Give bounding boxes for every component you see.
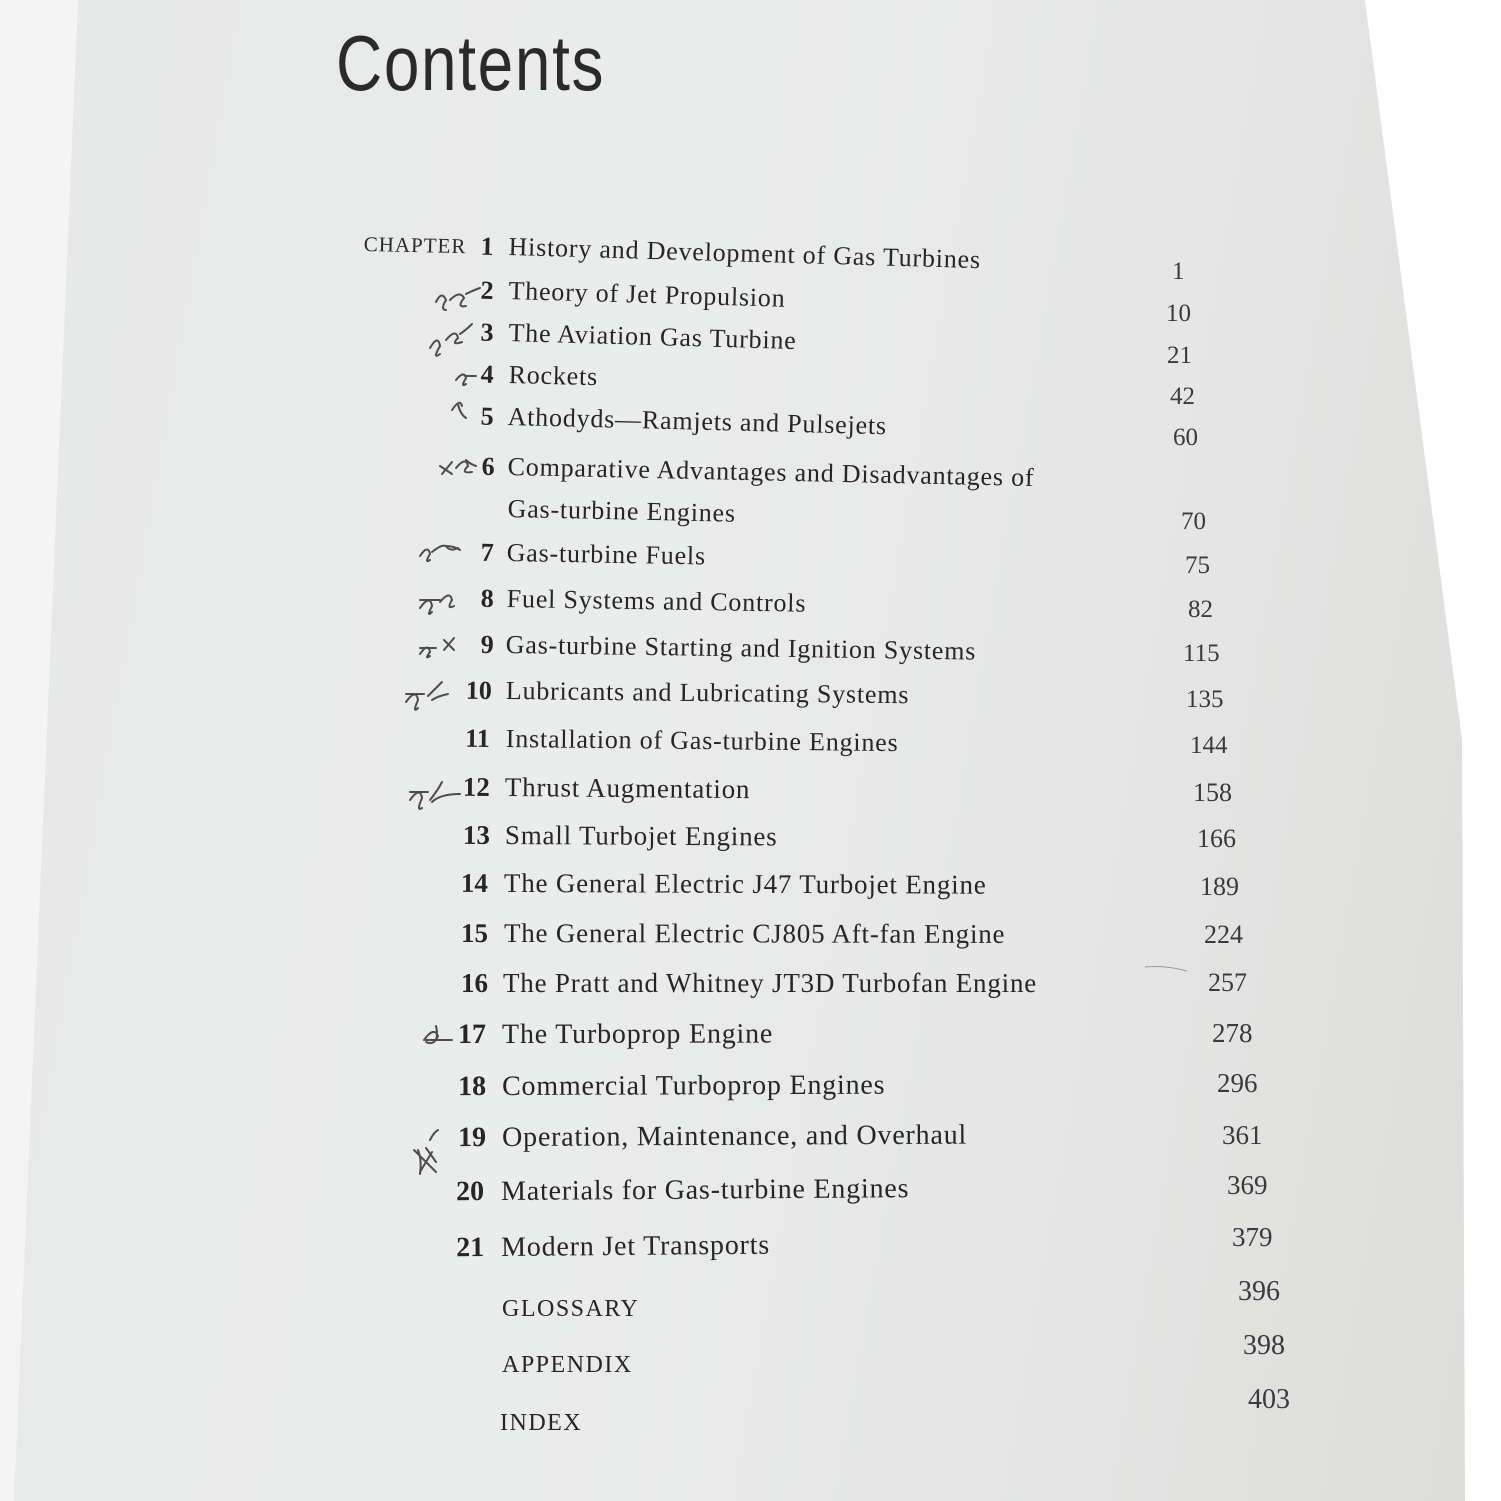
- chapter-number: 12: [462, 771, 490, 802]
- chapter-title: The Turboprop Engine: [502, 1018, 774, 1050]
- pencil-mark-ch4: [456, 374, 476, 385]
- pencil-mark-ch6: [440, 460, 476, 474]
- pencil-mark-ch8: [420, 595, 454, 614]
- chapter-number: 17: [458, 1019, 487, 1051]
- chapter-number: 8: [480, 583, 494, 613]
- chapter-number: 6: [481, 451, 495, 481]
- page-title: Contents: [336, 19, 606, 107]
- back-matter-page: 396: [1238, 1276, 1280, 1307]
- chapter-title: Gas-turbine Fuels: [506, 538, 707, 571]
- page-number: 369: [1227, 1170, 1268, 1200]
- page-number: 379: [1232, 1222, 1273, 1252]
- chapter-title: Modern Jet Transports: [501, 1229, 771, 1263]
- chapter-number: 10: [465, 675, 492, 705]
- chapter-number: 19: [458, 1122, 487, 1154]
- chapter-number: 11: [465, 723, 490, 753]
- chapter-number: 15: [460, 917, 488, 948]
- pencil-mark-ch19: [414, 1130, 438, 1174]
- chapter-title: The Pratt and Whitney JT3D Turbofan Engine: [503, 968, 1038, 998]
- chapter-title: History and Development of Gas Turbines: [508, 232, 982, 275]
- back-matter-page: 398: [1243, 1330, 1285, 1361]
- chapter-number: 20: [456, 1176, 485, 1208]
- back-matter-page: 403: [1248, 1384, 1290, 1415]
- page-number: 70: [1181, 508, 1206, 535]
- page-number: 115: [1183, 640, 1220, 667]
- chapter-number: 3: [480, 317, 494, 347]
- pencil-mark-ch17: [424, 1026, 452, 1043]
- back-matter-title: INDEX: [500, 1410, 583, 1436]
- chapter-title: The General Electric CJ805 Aft-fan Engine: [503, 918, 1006, 949]
- chapter-title: Rockets: [508, 360, 599, 392]
- back-matter-title: APPENDIX: [502, 1352, 633, 1378]
- page-number: 361: [1222, 1120, 1263, 1150]
- pencil-mark-ch2: [436, 288, 480, 310]
- chapter-title: Comparative Advantages and Disadvantages of: [507, 452, 1035, 493]
- chapter-title: Commercial Turboprop Engines: [502, 1069, 886, 1102]
- pencil-mark-ch5: [452, 403, 466, 418]
- chapter-number: 7: [480, 537, 494, 567]
- chapter-number: 18: [458, 1071, 487, 1103]
- pencil-mark-ch10: [406, 682, 448, 710]
- chapter-title: Theory of Jet Propulsion: [508, 276, 786, 313]
- page-number: 10: [1166, 300, 1191, 327]
- chapter-title: The General Electric J47 Turbojet Engine: [503, 868, 987, 900]
- chapter-title: The Aviation Gas Turbine: [508, 318, 797, 356]
- chapter-number: 16: [461, 968, 488, 998]
- chapter-number: 5: [480, 401, 494, 431]
- page-number: 144: [1190, 732, 1228, 759]
- chapter-title: Materials for Gas-turbine Engines: [501, 1173, 910, 1207]
- page-number: 60: [1173, 424, 1198, 451]
- page-number: 42: [1170, 383, 1195, 410]
- chapter-number: 21: [456, 1232, 485, 1264]
- chapter-number: 14: [460, 867, 488, 898]
- pencil-mark-ch12: [410, 782, 460, 809]
- pencil-mark-ch9: [420, 638, 454, 657]
- page-number: 189: [1200, 872, 1239, 901]
- pencil-mark-ch3: [430, 324, 472, 356]
- page-number: 135: [1186, 686, 1224, 713]
- chapter-title: Small Turbojet Engines: [504, 820, 778, 852]
- chapter-number: 2: [480, 275, 494, 305]
- chapter-label: CHAPTER: [363, 232, 467, 259]
- chapter-title: Lubricants and Lubricating Systems: [505, 676, 910, 710]
- chapter-number: 4: [480, 359, 494, 389]
- stray-mark: [1145, 967, 1187, 972]
- chapter-title: Athodyds—Ramjets and Pulsejets: [507, 402, 888, 441]
- back-matter-title: GLOSSARY: [502, 1296, 640, 1322]
- chapter-title: Thrust Augmentation: [504, 772, 751, 805]
- page-number: 278: [1212, 1018, 1253, 1048]
- page-number: 296: [1217, 1068, 1258, 1098]
- page-number: 75: [1185, 552, 1210, 579]
- chapter-title: Operation, Maintenance, and Overhaul: [502, 1119, 968, 1153]
- page-number: 166: [1197, 824, 1236, 853]
- page-number: 257: [1208, 968, 1247, 997]
- chapter-number: 13: [462, 819, 490, 850]
- chapter-title: Installation of Gas-turbine Engines: [505, 724, 899, 758]
- page-number: 82: [1188, 596, 1213, 623]
- chapter-number: 1: [480, 231, 494, 261]
- chapter-title: Fuel Systems and Controls: [506, 584, 807, 618]
- chapter-title: Gas-turbine Starting and Ignition Systems: [505, 630, 977, 666]
- page-number: 158: [1193, 778, 1232, 807]
- pencil-mark-ch7: [420, 546, 460, 562]
- page-number: 1: [1172, 258, 1185, 285]
- chapter-number: 9: [480, 629, 494, 659]
- page-number: 224: [1204, 920, 1243, 949]
- page-number: 21: [1167, 342, 1192, 369]
- chapter-title-continued: Gas-turbine Engines: [507, 494, 737, 528]
